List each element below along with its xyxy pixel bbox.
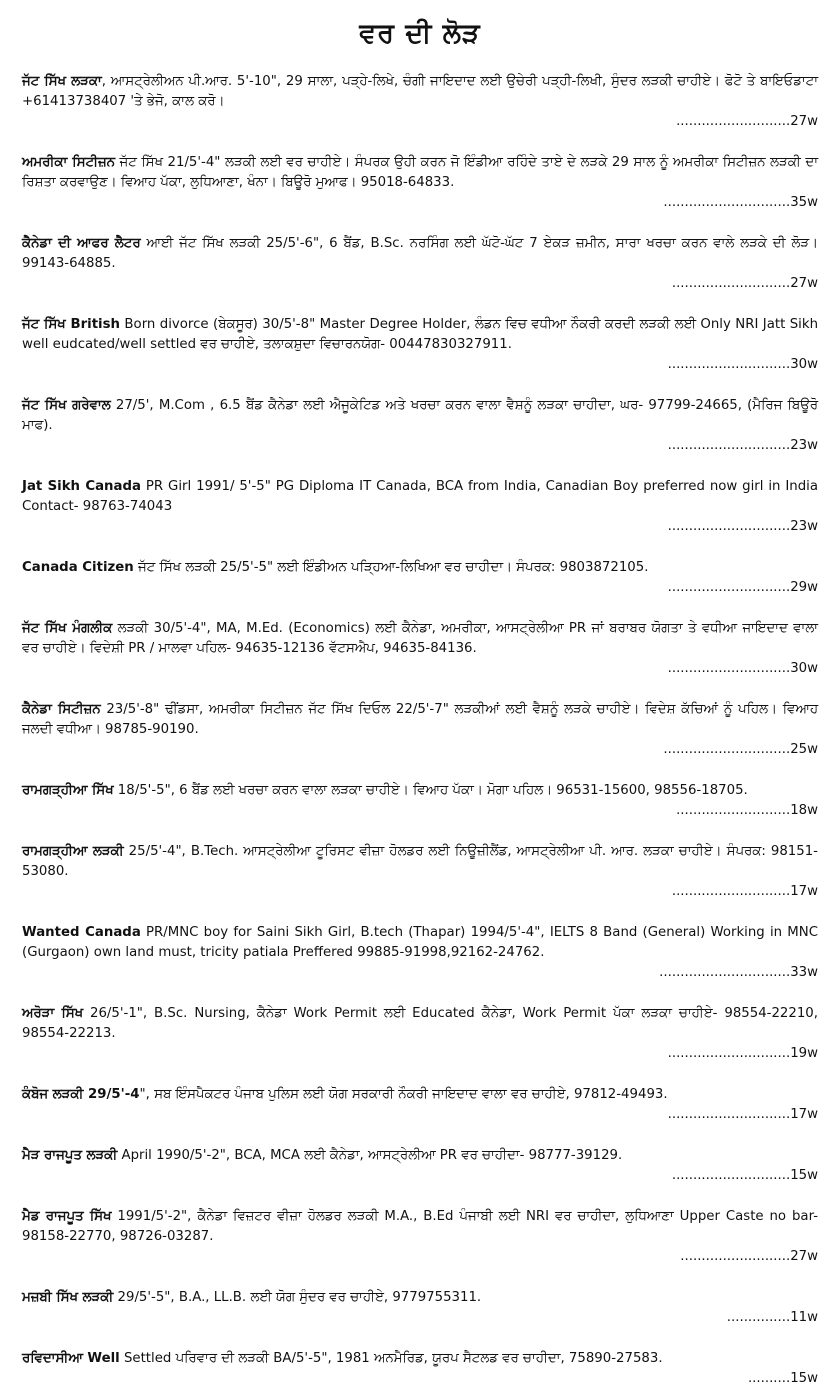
ad-text bbox=[22, 781, 818, 801]
ad-text bbox=[22, 1349, 818, 1369]
ad-body: Born divorce (ਬੇਕਸੂਰ) 30/5'-8" Master Degree Holder, ਲੰਡਨ ਵਿਚ ਵਧੀਆ ਨੌਕਰੀ ਕਰਦੀ ਲੜਕੀ ਲਈ Only NRI Jatt Sikh well eudcated/well settled ਵਰ ਚਾਹੀਏ, ਤਲਾਕਸ਼ੁਦਾ ਵਿਚਾਰਨਯੋਗ- 00447830327911. bbox=[22, 317, 818, 352]
ad-word-count: ..........................27w bbox=[680, 1249, 818, 1264]
ad-word-count: ...........................27w bbox=[676, 114, 818, 129]
ad-body: April 1990/5'-2", BCA, MCA ਲਈ ਕੈਨੇਡਾ, ਆਸਟ੍ਰੇਲੀਆ PR ਵਰ ਚਾਹੀਦਾ- 98777-39129. bbox=[117, 1148, 623, 1163]
ad-lead: ਮੈੜ ਰਾਜਪੂਤ ਲੜਕੀ bbox=[22, 1148, 118, 1163]
ad-lead: ਕੈਨੇਡਾ ਸਿਟੀਜ਼ਨ bbox=[22, 702, 101, 717]
ad-entry bbox=[22, 1288, 818, 1328]
ad-body: ਆਈ ਜੱਟ ਸਿੱਖ ਲੜਕੀ 25/5'-6", 6 ਬੈਂਡ, B.Sc. ਨਰਸਿੰਗ ਲਈ ਘੱਟੋ-ਘੱਟ 7 ਏਕੜ ਜ਼ਮੀਨ, ਸਾਰਾ ਖਰਚਾ ਕਰਨ ਵਾਲੇ ਲੜਕੇ ਦੀ ਲੋੜ। 99143-64885. bbox=[22, 236, 818, 271]
ad-text bbox=[22, 1085, 818, 1105]
ad-body: 29/5'-5", B.A., LL.B. ਲਈ ਯੋਗ ਸੁੰਦਰ ਵਰ ਚਾਹੀਏ, 9779755311. bbox=[113, 1290, 482, 1305]
ad-lead: Wanted Canada bbox=[22, 925, 141, 940]
ad-text bbox=[22, 923, 818, 963]
ad-word-count: .............................30w bbox=[667, 357, 818, 372]
ad-entry bbox=[22, 72, 818, 132]
ad-entry bbox=[22, 1085, 818, 1125]
ad-body: 25/5'-4", B.Tech. ਆਸਟ੍ਰੇਲੀਆ ਟੂਰਿਸਟ ਵੀਜ਼ਾ ਹੋਲਡਰ ਲਈ ਨਿਊਜ਼ੀਲੈਂਡ, ਆਸਟ੍ਰੇਲੀਆ ਪੀ. ਆਰ. ਲੜਕਾ ਚਾਹੀਏ। ਸੰਪਰਕ: 98151-53080. bbox=[22, 844, 818, 879]
ad-lead: ਰਾਮਗੜ੍ਹੀਆ ਸਿੱਖ bbox=[22, 783, 114, 798]
ad-lead: ਮੈਡ ਰਾਜਪੂਤ ਸਿੱਖ bbox=[22, 1209, 112, 1224]
ad-text bbox=[22, 234, 818, 274]
ad-text bbox=[22, 700, 818, 740]
ad-text bbox=[22, 477, 818, 517]
ad-body: ਜੱਟ ਸਿੱਖ 21/5'-4" ਲੜਕੀ ਲਈ ਵਰ ਚਾਹੀਏ। ਸੰਪਰਕ ਉਹੀ ਕਰਨ ਜੋ ਇੰਡੀਆ ਰਹਿੰਦੇ ਤਾਏ ਦੇ ਲੜਕੇ 29 ਸਾਲ ਨੂੰ ਅਮਰੀਕਾ ਸਿਟੀਜ਼ਨ ਲੜਕੀ ਦਾ ਰਿਸ਼ਤਾ ਕਰਵਾਉਣ। ਵਿਆਹ ਪੱਕਾ, ਲੁਧਿਆਣਾ, ਖੰਨਾ। ਬਿਊਰੋ ਮੁਆਫ। 95018-64833. bbox=[22, 155, 818, 190]
ad-body: 26/5'-1", B.Sc. Nursing, ਕੈਨੇਡਾ Work Permit ਲਈ Educated ਕੈਨੇਡਾ, Work Permit ਪੱਕਾ ਲੜਕਾ ਚਾਹੀਏ- 98554-22210, 98554-22213. bbox=[22, 1006, 818, 1041]
ad-word-count: .............................23w bbox=[667, 438, 818, 453]
ad-lead: ਕੈਨੇਡਾ ਦੀ ਆਫਰ ਲੈਟਰ bbox=[22, 236, 141, 251]
ad-body: PR/MNC boy for Saini Sikh Girl, B.tech (Thapar) 1994/5'-4", IELTS 8 Band (General) Working in MNC (Gurgaon) own land must, tricity patiala Preffered 99885-91998,92162-24762. bbox=[22, 925, 818, 960]
ad-lead: ਜੱਟ ਸਿੱਖ ਮੰਗਲੀਕ bbox=[22, 621, 113, 636]
ad-lead: Jat Sikh Canada bbox=[22, 479, 141, 494]
ad-word-count: ............................17w bbox=[671, 884, 818, 899]
ad-body: 18/5'-5", 6 ਬੈਂਡ ਲਈ ਖਰਚਾ ਕਰਨ ਵਾਲਾ ਲੜਕਾ ਚਾਹੀਏ। ਵਿਆਹ ਪੱਕਾ। ਮੋਗਾ ਪਹਿਲ। 96531-15600, 98556-18705. bbox=[113, 783, 748, 798]
ad-text bbox=[22, 396, 818, 436]
ad-entry bbox=[22, 1146, 818, 1186]
ad-word-count: ...........................18w bbox=[676, 803, 818, 818]
ad-text bbox=[22, 72, 818, 112]
ad-lead: ਅਰੋੜਾ ਸਿੱਖ bbox=[22, 1006, 84, 1021]
ad-body: , ਆਸਟ੍ਰੇਲੀਅਨ ਪੀ.ਆਰ. 5'-10", 29 ਸਾਲਾ, ਪੜ੍ਹੇ-ਲਿਖੇ, ਚੰਗੀ ਜਾਇਦਾਦ ਲਈ ਉਚੇਰੀ ਪੜ੍ਹੀ-ਲਿਖੀ, ਸੁੰਦਰ ਲੜਕੀ ਚਾਹੀਏ। ਫੋਟੋ ਤੇ ਬਾਇਓਡਾਟਾ +61413738407 'ਤੇ ਭੇਜੋ, ਕਾਲ ਕਰੋ। bbox=[22, 74, 818, 109]
ad-entry bbox=[22, 1349, 818, 1389]
ads-list bbox=[22, 72, 818, 1389]
ad-lead: ਅਮਰੀਕਾ ਸਿਟੀਜ਼ਨ bbox=[22, 155, 115, 170]
ad-lead: Canada Citizen bbox=[22, 560, 134, 575]
ad-lead: ਜੱਟ ਸਿੱਖ ਲੜਕਾ bbox=[22, 74, 102, 89]
ad-text bbox=[22, 558, 818, 578]
ad-entry bbox=[22, 700, 818, 760]
ad-text bbox=[22, 1288, 818, 1308]
ad-body: 1991/5'-2", ਕੈਨੇਡਾ ਵਿਜ਼ਟਰ ਵੀਜ਼ਾ ਹੋਲਡਰ ਲੜਕੀ M.A., B.Ed ਪੰਜਾਬੀ ਲਈ NRI ਵਰ ਚਾਹੀਦਾ, ਲੁਧਿਆਣਾ Upper Caste no bar-98158-22770, 98726-03287. bbox=[22, 1209, 818, 1244]
ad-word-count: .............................17w bbox=[667, 1107, 818, 1122]
ad-text bbox=[22, 1004, 818, 1044]
ad-word-count: ...............11w bbox=[726, 1310, 818, 1325]
ad-word-count: ..........15w bbox=[747, 1371, 818, 1386]
ad-entry bbox=[22, 234, 818, 294]
ad-lead: ਕੰਬੋਜ ਲੜਕੀ 29/5'-4 bbox=[22, 1087, 140, 1102]
ad-text bbox=[22, 619, 818, 659]
ad-body: 27/5', M.Com , 6.5 ਬੈਂਡ ਕੈਨੇਡਾ ਲਈ ਐਜੂਕੇਟਿਡ ਅਤੇ ਖਰਚਾ ਕਰਨ ਵਾਲਾ ਵੈਸ਼ਨੂੰ ਲੜਕਾ ਚਾਹੀਦਾ, ਘਰ- 97799-24665, (ਮੈਰਿਜ ਬਿਊਰੋ ਮਾਫ). bbox=[22, 398, 818, 433]
ad-word-count: .............................30w bbox=[667, 661, 818, 676]
ad-body: ਲੜਕੀ 30/5'-4", MA, M.Ed. (Economics) ਲਈ ਕੈਨੇਡਾ, ਅਮਰੀਕਾ, ਆਸਟ੍ਰੇਲੀਆ PR ਜਾਂ ਬਰਾਬਰ ਯੋਗਤਾ ਤੇ ਵਧੀਆ ਜਾਇਦਾਦ ਵਾਲਾ ਵਰ ਚਾਹੀਏ। ਵਿਦੇਸ਼ੀ PR / ਮਾਲਵਾ ਪਹਿਲ- 94635-12136 ਵੱਟਸਐਪ, 94635-84136. bbox=[22, 621, 818, 656]
ad-body: PR Girl 1991/ 5'-5" PG Diploma IT Canada, BCA from India, Canadian Boy preferred now girl in India Contact- 98763-74043 bbox=[22, 479, 819, 514]
ad-text bbox=[22, 1146, 818, 1166]
ad-entry bbox=[22, 558, 818, 598]
ad-entry bbox=[22, 842, 818, 902]
ad-lead: ਰਾਮਗੜ੍ਹੀਆ ਲੜਕੀ bbox=[22, 844, 124, 859]
ad-word-count: ...............................33w bbox=[659, 965, 818, 980]
page-title: ਵਰ ਦੀ ਲੋੜ bbox=[359, 18, 481, 49]
ad-entry bbox=[22, 923, 818, 983]
ad-entry bbox=[22, 619, 818, 679]
ad-entry bbox=[22, 477, 818, 537]
ad-entry bbox=[22, 153, 818, 213]
ad-word-count: ............................27w bbox=[671, 276, 818, 291]
ad-entry bbox=[22, 1004, 818, 1064]
ad-word-count: ..............................35w bbox=[663, 195, 818, 210]
ad-lead: ਮਜ਼ਬੀ ਸਿੱਖ ਲੜਕੀ bbox=[22, 1290, 114, 1305]
ad-body: ", ਸਬ ਇੰਸਪੈਕਟਰ ਪੰਜਾਬ ਪੁਲਿਸ ਲਈ ਯੋਗ ਸਰਕਾਰੀ ਨੌਕਰੀ ਜਾਇਦਾਦ ਵਾਲਾ ਵਰ ਚਾਹੀਏ, 97812-49493. bbox=[139, 1087, 668, 1102]
ad-word-count: ..............................25w bbox=[663, 742, 818, 757]
ad-text bbox=[22, 153, 818, 193]
ad-word-count: .............................19w bbox=[667, 1046, 818, 1061]
ad-word-count: ............................15w bbox=[671, 1168, 818, 1183]
ad-text bbox=[22, 315, 818, 355]
ad-word-count: .............................23w bbox=[667, 519, 818, 534]
ad-entry bbox=[22, 1207, 818, 1267]
ad-body: ਜੱਟ ਸਿੱਖ ਲੜਕੀ 25/5'-5" ਲਈ ਇੰਡੀਅਨ ਪੜ੍ਹਿਆ-ਲਿਖਿਆ ਵਰ ਚਾਹੀਦਾ। ਸੰਪਰਕ: 9803872105. bbox=[133, 560, 649, 575]
ad-body: Settled ਪਰਿਵਾਰ ਦੀ ਲੜਕੀ BA/5'-5", 1981 ਅਨਮੈਰਿਡ, ਯੂਰਪ ਸੈਟਲਡ ਵਰ ਚਾਹੀਦਾ, 75890-27583. bbox=[119, 1351, 663, 1366]
ad-text bbox=[22, 1207, 818, 1247]
ad-entry bbox=[22, 781, 818, 821]
ad-text bbox=[22, 842, 818, 882]
ad-body: 23/5'-8" ਢੀਂਡਸਾ, ਅਮਰੀਕਾ ਸਿਟੀਜ਼ਨ ਜੱਟ ਸਿੱਖ ਦਿਓਲ 22/5'-7" ਲੜਕੀਆਂ ਲਈ ਵੈਸ਼ਨੂੰ ਲੜਕੇ ਚਾਹੀਏ। ਵਿਦੇਸ਼ ਕੱਚਿਆਂ ਨੂੰ ਪਹਿਲ। ਵਿਆਹ ਜਲਦੀ ਵਧੀਆ। 98785-90190. bbox=[22, 702, 818, 737]
ad-lead: ਜੱਟ ਸਿੱਖ ਗਰੇਵਾਲ bbox=[22, 398, 111, 413]
ad-word-count: .............................29w bbox=[667, 580, 818, 595]
ad-lead: ਰਵਿਦਾਸੀਆ Well bbox=[22, 1351, 120, 1366]
ad-lead: ਜੱਟ ਸਿੱਖ British bbox=[22, 317, 120, 332]
ad-entry bbox=[22, 396, 818, 456]
ad-entry bbox=[22, 315, 818, 375]
